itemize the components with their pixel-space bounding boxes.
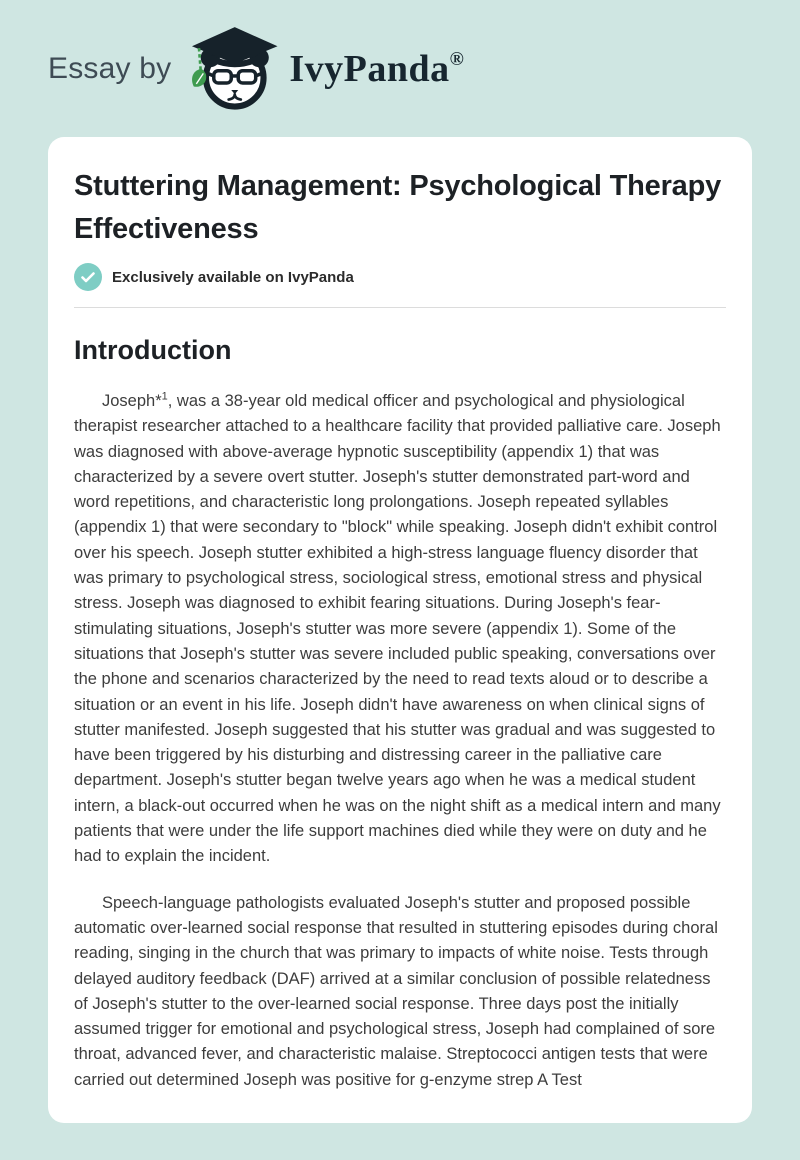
- availability-label: Exclusively available on IvyPanda: [112, 268, 354, 286]
- paragraph1-rest: , was a 38-year old medical officer and psychological and physiological therapist researcher attached to a healthcare facility that provided palliative care. Joseph was diagnosed with above-average hypnotic susceptibility (appendix 1) that was characterized by a severe overt stutter. Joseph's stutter demonstrated part-word and word repetitions, and characteristic long prolongations. Joseph repeated syllables (appendix 1) that were secondary to "block" while speaking. Joseph didn't exhibit control over his speech. Joseph stutter exhibited a high-stress language fluency disorder that was primary to psychological stress, sociological stress, emotional stress and physical stress. Joseph was diagnosed to exhibit fearing situations. During Joseph's fear-stimulating situations, Joseph's stutter was more severe (appendix 1). Some of the situations that Joseph's stutter was severe included public speaking, conversations over the phone and scenarios characterized by the need to read texts aloud or to describe a situation or an event in his life. Joseph didn't have awareness on when clinical signs of stutter manifested. Joseph suggested that his stutter was gradual and was suggested to have been triggered by his disturbing and distressing career in the palliative care department. Joseph's stutter began twelve years ago when he was a medical student intern, a black-out occurred when he was on the night shift as a medical intern and many patients that were under the life support machines died while they were on duty and he had to explain the incident.: [74, 392, 721, 866]
- paragraph1-lead: Joseph*: [102, 392, 162, 410]
- introduction-heading: Introduction: [74, 335, 232, 365]
- brand-name: IvyPanda®: [289, 47, 465, 90]
- essay-by-label: Essay by: [48, 51, 172, 85]
- essay-card: [48, 137, 752, 1123]
- brand-link[interactable]: [185, 25, 464, 113]
- introduction-paragraph-2: Speech-language pathologists evaluated Joseph's stutter and proposed possible automatic over-learned social response that resulted in stuttering episodes during choral reading, singing in the church that was primary to impacts of white noise. Tests through delayed auditory feedback (DAF) arrived at a similar conclusion of possible relatedness of Joseph's stutter to the over-learned social response. Three days post the initially assumed trigger for emotional and psychological stress, Joseph had complained of sore throat, advanced fever, and characteristic malaise. Streptococci antigen tests that were carried out determined Joseph was positive for g-enzyme strep A Test: [74, 893, 718, 1089]
- footnote-marker: 1: [161, 390, 168, 403]
- introduction-paragraph-1: [74, 389, 726, 870]
- page-header: [0, 0, 800, 137]
- panda-graduate-logo-icon: [185, 25, 281, 113]
- essay-title: Stuttering Management: Psychological Therapy Effectiveness: [74, 170, 722, 245]
- check-icon: [74, 263, 102, 291]
- registered-mark: ®: [449, 48, 465, 70]
- availability-badge: [74, 263, 726, 291]
- divider: [74, 307, 726, 308]
